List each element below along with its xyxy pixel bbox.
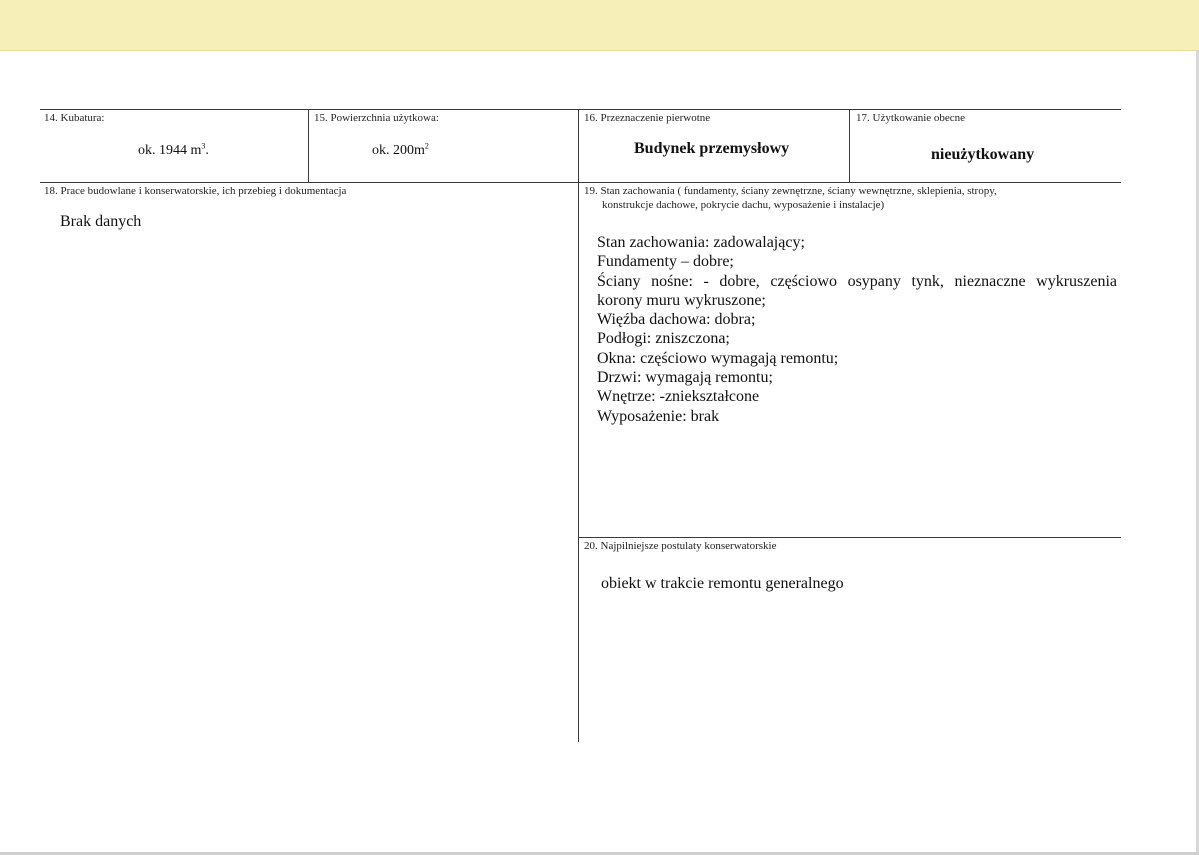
field-19-line: Stan zachowania: zadowalający; bbox=[597, 234, 805, 251]
divider-14-15 bbox=[308, 109, 309, 183]
rule-field20-top bbox=[578, 537, 1121, 538]
field-14-value-sup: 3 bbox=[201, 141, 206, 151]
field-18-value: Brak danych bbox=[60, 213, 142, 230]
field-14-label: 14. Kubatura: bbox=[44, 112, 105, 124]
field-17-value: nieużytkowany bbox=[931, 146, 1035, 163]
divider-16-17 bbox=[849, 109, 850, 183]
field-19-line: Wnętrze: -zniekształcone bbox=[597, 388, 760, 406]
rule-row1-bottom bbox=[40, 182, 1121, 183]
field-20-label: 20. Najpilniejsze postulaty konserwatorskie bbox=[584, 540, 777, 552]
field-19-line: Więźba dachowa: dobra; bbox=[597, 311, 756, 329]
field-17-label: 17. Użytkowanie obecne bbox=[856, 112, 966, 124]
field-19-line: Podłogi: zniszczona; bbox=[597, 330, 730, 348]
field-15-value-sup: 2 bbox=[424, 141, 429, 151]
field-19-label-line1: 19. Stan zachowania ( fundamenty, ściany zewnętrzne, ściany wewnętrzne, sklepienia, stropy, bbox=[584, 185, 997, 197]
divider-15-16 bbox=[578, 109, 579, 183]
field-20-value: obiekt w trakcie remontu generalnego bbox=[601, 575, 844, 592]
field-15-label: 15. Powierzchnia użytkowa: bbox=[314, 112, 439, 124]
field-19-line: Ściany nośne: - dobre, częściowo osypany tynk, nieznaczne wykruszenia bbox=[597, 272, 1117, 290]
field-14-value bbox=[138, 143, 209, 159]
field-19-line: Okna: częściowo wymagają remontu; bbox=[597, 349, 839, 367]
field-19-line: Drzwi: wymagają remontu; bbox=[597, 369, 773, 387]
rule-top bbox=[40, 109, 1121, 110]
field-19-text bbox=[597, 233, 1117, 426]
field-19-line: korony muru wykruszone; bbox=[597, 291, 766, 309]
field-19-line: Fundamenty – dobre; bbox=[597, 253, 734, 271]
field-19-line: Wyposażenie: brak bbox=[597, 407, 720, 425]
scan-header-strip bbox=[0, 0, 1199, 51]
divider-18-19 bbox=[578, 182, 579, 742]
field-14-value-suffix: . bbox=[205, 143, 209, 158]
field-15-value-main: ok. 200m bbox=[372, 143, 425, 158]
field-16-label: 16. Przeznaczenie pierwotne bbox=[584, 112, 711, 124]
field-16-value: Budynek przemysłowy bbox=[634, 140, 790, 157]
field-19-label-line2: konstrukcje dachowe, pokrycie dachu, wyposażenie i instalacje) bbox=[602, 199, 885, 211]
field-15-value bbox=[372, 143, 429, 159]
field-18-label: 18. Prace budowlane i konserwatorskie, ich przebieg i dokumentacja bbox=[44, 185, 347, 197]
field-14-value-main: ok. 1944 m bbox=[138, 143, 202, 158]
